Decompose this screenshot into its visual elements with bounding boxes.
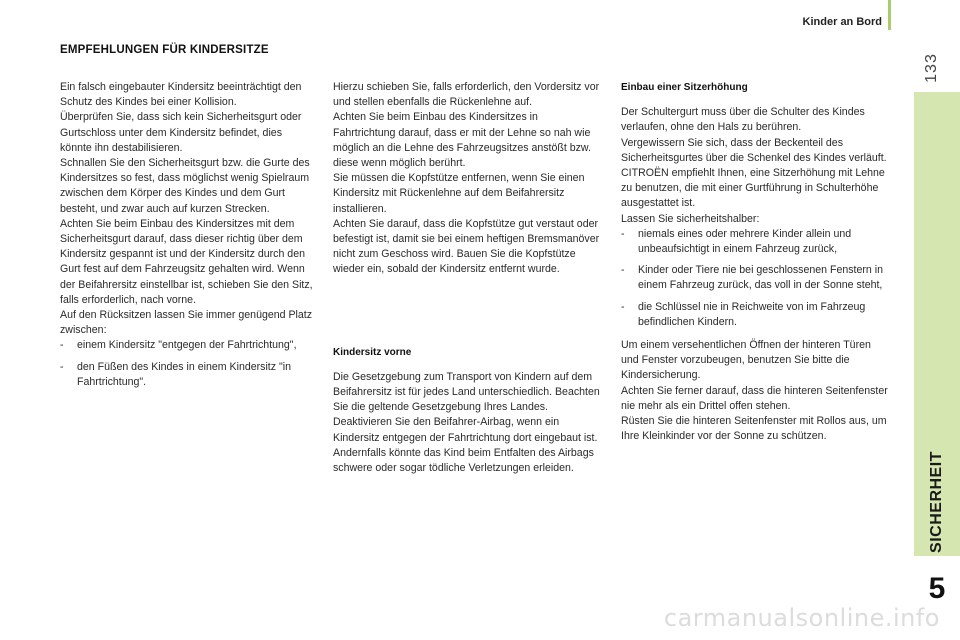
- chapter-side-tab: [914, 92, 960, 558]
- paragraph: Hierzu schieben Sie, falls erforderlich, den Vordersitz vor und stellen ebenfalls die Rückenlehne auf.: [333, 81, 600, 109]
- paragraph: Achten Sie beim Einbau des Kindersitzes in Fahrtrichtung darauf, dass er mit der Lehne so nah wie möglich an die Lehne des Fahrzeugsitzes anstößt bzw. diese wenn möglich berührt.: [333, 111, 591, 170]
- paragraph: Die Gesetzgebung zum Transport von Kindern auf dem Beifahrersitz ist für jedes Land unterschiedlich. Beachten Sie die geltende Gesetzgebung Ihres Landes.: [333, 370, 600, 414]
- paragraph: Überprüfen Sie, dass sich kein Sicherheitsgurt oder Gurtschloss unter dem Kindersitz befindet, dies könnte ihn destabilisieren.: [60, 111, 302, 154]
- paragraph: Deaktivieren Sie den Beifahrer-Airbag, wenn ein Kindersitz entgegen der Fahrtrichtung dort eingebaut ist.: [333, 416, 598, 444]
- paragraph: CITROËN empfiehlt Ihnen, eine Sitzerhöhung mit Lehne zu benutzen, die mit einer Gurtführung in Schulterhöhe ausgestattet ist.: [621, 167, 885, 210]
- list-item: - niemals eines oder mehrere Kinder allein und unbeaufsichtigt in einem Fahrzeug zurück,: [621, 227, 852, 256]
- paragraph: Rüsten Sie die hinteren Seitenfenster mit Rollos aus, um Ihre Kleinkinder vor der Sonne zu schützen.: [621, 415, 887, 443]
- paragraph: Achten Sie darauf, dass die Kopfstütze gut verstaut oder befestigt ist, damit sie bei einem heftigen Bremsmanöver nicht zum Geschoss wird. Bauen Sie die Kopfstütze wieder ein, sobald der Kindersitz entfernt wurde.: [333, 217, 600, 276]
- paragraph: Achten Sie ferner darauf, dass die hinteren Seitenfenster nie mehr als ein Drittel offen stehen.: [621, 384, 888, 412]
- subheading-booster-seat: Einbau einer Sitzerhöhung: [621, 82, 748, 93]
- list-item: - Kinder oder Tiere nie bei geschlossenen Fenstern in einem Fahrzeug zurück, das voll in der Sonne steht,: [621, 264, 883, 292]
- header-accent-rule: [888, 0, 891, 30]
- chapter-title: Kinder an Bord: [802, 16, 882, 28]
- text-column-2: [333, 80, 603, 476]
- text-column-1: [60, 80, 316, 390]
- subheading-front-seat: Kindersitz vorne: [333, 346, 412, 358]
- paragraph: Sie müssen die Kopfstütze entfernen, wenn Sie einen Kindersitz mit Rückenlehne auf dem Beifahrersitz installieren.: [333, 172, 585, 215]
- paragraph: Der Schultergurt muss über die Schulter des Kindes verlaufen, ohne den Hals zu berühren.: [621, 106, 865, 134]
- watermark: carmanualsonline.info: [663, 604, 940, 632]
- chapter-number: 5: [928, 572, 946, 605]
- paragraph: Ein falsch eingebauter Kindersitz beeinträchtigt den Schutz des Kindes bei einer Kollision.: [60, 81, 302, 109]
- paragraph: Andernfalls könnte das Kind beim Entfalten des Airbags schwere oder sogar tödliche Verletzungen erleiden.: [333, 446, 594, 475]
- side-tab-divider: [914, 556, 960, 558]
- section-heading: EMPFEHLUNGEN FÜR KINDERSITZE: [60, 44, 269, 56]
- paragraph: Vergewissern Sie sich, dass der Beckenteil des Sicherheitsgurtes über die Schenkel des Kindes verläuft.: [621, 136, 887, 164]
- list-item: - den Füßen des Kindes in einem Kindersitz "in Fahrtrichtung".: [60, 360, 291, 388]
- paragraph: Um einem versehentlichen Öffnen der hinteren Türen und Fenster vorzubeugen, benutzen Sie bitte die Kindersicherung.: [621, 339, 871, 382]
- list-item: - einem Kindersitz "entgegen der Fahrtrichtung",: [60, 339, 297, 352]
- side-tab-label: SICHERHEIT: [928, 451, 945, 553]
- paragraph: Auf den Rücksitzen lassen Sie immer genügend Platz zwischen:: [60, 309, 313, 337]
- paragraph: Schnallen Sie den Sicherheitsgurt bzw. die Gurte des Kindersitzes so fest, dass möglichst wenig Spielraum zwischen dem Körper des Kindes und dem Gurt besteht, und zwar auch auf kurzen Strecken.: [60, 157, 310, 215]
- page-number: 133: [923, 53, 940, 83]
- text-column-3: [621, 80, 889, 444]
- paragraph: Lassen Sie sicherheitshalber:: [621, 212, 760, 225]
- list-item: - die Schlüssel nie in Reichweite von im Fahrzeug befindlichen Kindern.: [621, 300, 866, 328]
- paragraph: Achten Sie beim Einbau des Kindersitzes mit dem Sicherheitsgurt darauf, dass dieser richtig über dem Kindersitz gespannt ist und der Kindersitz durch den Gurt fest auf dem Fahrzeugsitz gehalten wird. Wenn der Beifahrersitz einstellbar ist, schieben Sie den Sitz, falls erforderlich, nach vorne.: [60, 217, 313, 306]
